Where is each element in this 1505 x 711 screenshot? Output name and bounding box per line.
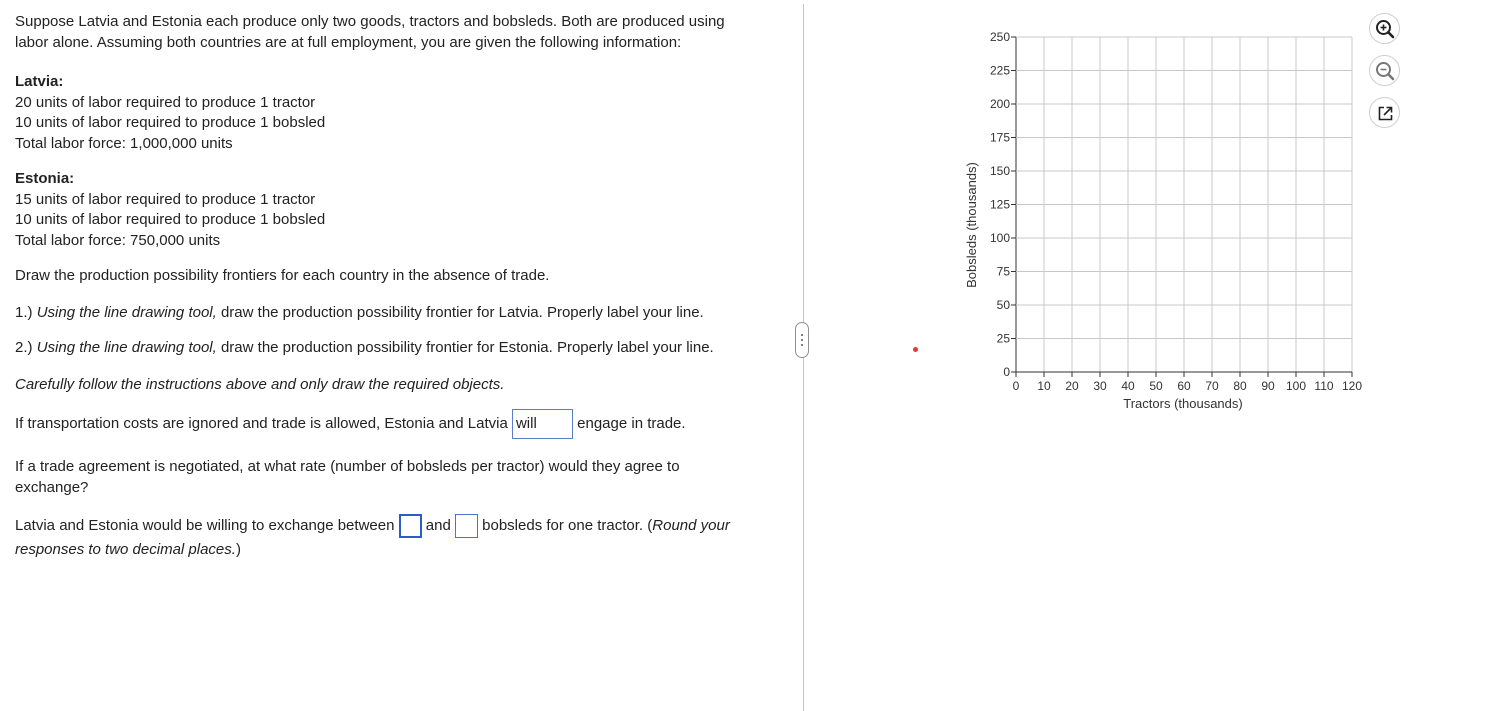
y-tick-label: 25 [996,331,1010,346]
zoom-out-icon [1370,56,1401,87]
zoom-in-icon [1370,14,1401,45]
drawing-marker [913,347,918,352]
step-2-tool-hint: Using the line drawing tool, [36,339,217,356]
x-tick-label: 30 [1093,379,1107,393]
latvia-heading: Latvia: [15,73,64,90]
estonia-line: Total labor force: 750,000 units [15,231,221,249]
latvia-line: 10 units of labor required to produce 1 bobsled [15,114,326,131]
estonia-line: 15 units of labor required to produce 1 tractor [15,190,316,208]
x-tick-label: 70 [1205,379,1219,393]
y-tick-label: 0 [1003,365,1010,379]
y-tick-label: 200 [989,97,1010,111]
latvia-line: 20 units of labor required to produce 1 tractor [15,93,316,111]
draw-instruction: Draw the production possibility frontiers for each country in the absence of trade. [15,267,550,284]
handle-dot [801,344,803,346]
y-tick-label: 75 [996,264,1010,279]
trade-dropdown[interactable]: will [512,409,573,439]
x-tick-label: 120 [1341,379,1363,393]
x-tick-label: 110 [1314,379,1334,393]
y-tick-label: 125 [989,197,1010,212]
y-tick-label: 250 [989,30,1010,44]
answer-prefix: Latvia and Estonia would be willing to exchange between [15,517,395,534]
intro-text: Suppose Latvia and Estonia each produce only two goods, tractors and bobsleds. Both are produced using labor alone. Assuming both countries are at full employment, you are given the following information: [15,13,725,51]
latvia-line: Total labor force: 1,000,000 units [15,134,233,152]
trade-prefix: If transportation costs are ignored and trade is allowed, Estonia and Latvia [15,414,508,432]
x-tick-label: 10 [1037,379,1051,393]
answer-sentence [15,514,760,561]
x-tick-label: 20 [1065,379,1079,393]
answer-suffix: bobsleds for one tractor. [482,517,644,534]
x-tick-label: 50 [1149,379,1163,393]
y-tick-label: 150 [989,164,1010,178]
question-panel [15,12,775,561]
rate-question: If a trade agreement is negotiated, at what rate (number of bobsleds per tractor) would they agree to exchange? [15,458,680,496]
rate-lower-input[interactable] [399,514,422,538]
step-1-number: 1.) [15,303,33,321]
y-tick-label: 175 [989,130,1010,145]
step-1-text: draw the production possibility frontier for Latvia. Properly label your line. [220,303,704,321]
trade-sentence [15,409,775,439]
rounding-note-text: Round your responses to two decimal places. [15,517,730,559]
divider-drag-handle[interactable] [795,322,809,358]
x-tick-label: 80 [1233,379,1247,393]
popout-button[interactable] [1369,97,1400,128]
grid [1016,37,1352,372]
x-tick-label: 0 [1012,379,1020,393]
step-1 [15,303,775,324]
x-tick-label: 60 [1177,379,1191,393]
step-2-text: draw the production possibility frontier for Estonia. Properly label your line. [220,339,714,356]
zoom-out-button[interactable] [1369,55,1400,86]
y-tick-label: 225 [989,63,1010,78]
careful-note: Carefully follow the instructions above and only draw the required objects. [15,375,505,393]
trade-suffix: engage in trade. [577,414,686,432]
step-2-number: 2.) [15,339,33,356]
handle-dot [801,334,803,336]
x-tick-label: 40 [1121,379,1135,393]
handle-dot [801,339,803,341]
step-1-tool-hint: Using the line drawing tool, [36,303,217,321]
ppf-graph[interactable] [955,20,1375,420]
x-tick-label: 100 [1285,379,1307,393]
y-tick-label: 100 [989,231,1010,245]
answer-and: and [425,517,451,534]
y-tick-label: 50 [996,298,1010,312]
zoom-in-button[interactable] [1369,13,1400,44]
rate-upper-input[interactable] [455,514,478,538]
rounding-note-open: ( [647,517,653,534]
estonia-heading: Estonia: [15,170,75,187]
rounding-note-close: ) [235,541,241,559]
step-2 [15,338,750,359]
x-tick-label: 90 [1261,379,1275,393]
external-link-icon [1370,98,1401,129]
y-axis-label: Bobsleds (thousands) [964,162,979,288]
x-axis-label: Tractors (thousands) [1123,396,1243,411]
estonia-line: 10 units of labor required to produce 1 bobsled [15,211,326,228]
